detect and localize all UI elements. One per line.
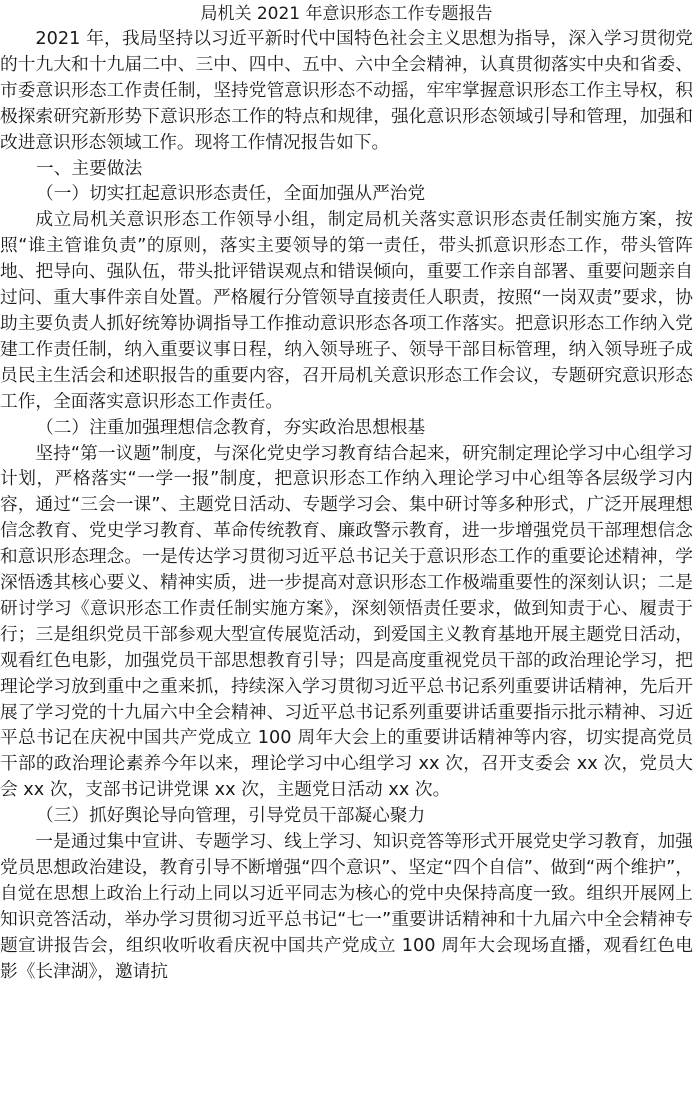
subsection-body-1: 成立局机关意识形态工作领导小组，制定局机关落实意识形态责任制实施方案，按照“谁主管谁负责”的原则，落实主要领导的第一责任，带头抓意识形态工作，带头管阵地、把导向、强队伍，带头批评错误观点和错误倾向，重要工作亲自部署、重要问题亲自过问、重大事件亲自处置。严格履行分管领导直接责任人职责，按照“一岗双责”要求，协助主要负责人抓好统筹协调指导工作推动意识形态各项工作落实。把意识形态工作纳入党建工作责任制，纳入重要议事日程，纳入领导班子、领导干部目标管理，纳入领导班子成员民主生活会和述职报告的重要内容，召开局机关意识形态工作会议，专题研究意识形态工作，全面落实意识形态工作责任。: [0, 210, 693, 412]
subsection-heading-2: （二）注重加强理想信念教育，夯实政治思想根基: [36, 417, 426, 438]
subsection-body-2: 坚持“第一议题”制度，与深化党史学习教育结合起来，研究制定理论学习中心组学习计划，严格落实“一学一报”制度，把意识形态工作纳入理论学习中心组等各层级学习内容，通过“三会一课”、主题党日活动、专题学习会、集中研讨等多种形式，广泛开展理想信念教育、党史学习教育、革命传统教育、廉政警示教育，进一步增强党员干部理想信念和意识形态理念。一是传达学习贯彻习近平总书记关于意识形态工作的重要论述精神，学深悟透其核心要义、精神实质，进一步提高对意识形态工作极端重要性的深刻认识；二是研讨学习《意识形态工作责任制实施方案》，深刻领悟责任要求，做到知责于心、履责于行；三是组织党员干部参观大型宣传展览活动，到爱国主义教育基地开展主题党日活动，观看红色电影，加强党员干部思想教育引导；四是高度重视党员干部的政治理论学习，把理论学习放到重中之重来抓，持续深入学习贯彻习近平总书记系列重要讲话精神，先后开展了学习党的十九届六中全会精神、习近平总书记系列重要讲话重要指示批示精神、习近平总书记在庆祝中国共产党成立 100 周年大会上的重要讲话精神等内容，切实提高党员干部的政治理论素养今年以来，理论学习中心组学习 xx 次，召开支委会 xx 次，党员大会 xx 次，支部书记讲党课 xx 次，主题党日活动 xx 次。: [0, 443, 693, 801]
subsection-body-3: 一是通过集中宣讲、专题学习、线上学习、知识竞答等形式开展党史学习教育，加强党员思想政治建设，教育引导不断增强“四个意识”、坚定“四个自信”、做到“两个维护”，自觉在思想上政治上行动上同以习近平同志为核心的党中央保持高度一致。组织开展网上知识竞答活动，举办学习贯彻习近平总书记“七一”重要讲话精神和十九届六中全会精神专题宣讲报告会，组织收听收看庆祝中国共产党成立 100 周年大会现场直播，观看红色电影《长津湖》，邀请抗: [0, 832, 693, 982]
section-heading-main-practices: 一、主要做法: [36, 158, 143, 179]
document-body: [0, 27, 693, 986]
intro-paragraph: 2021 年，我局坚持以习近平新时代中国特色社会主义思想为指导，深入学习贯彻党的十九大和十九届二中、三中、四中、五中、六中全会精神，认真贯彻落实中央和省委、市委意识形态工作责任制，坚持党管意识形态不动摇，牢牢掌握意识形态工作主导权，积极探索研究新形势下意识形态工作的特点和规律，强化意识形态领域引导和管理，加强和改进意识形态领域工作。现将工作情况报告如下。: [0, 29, 693, 153]
subsection-heading-3: （三）抓好舆论导向管理，引导党员干部凝心聚力: [36, 806, 426, 827]
document-title: 局机关 2021 年意识形态工作专题报告: [200, 4, 493, 24]
subsection-heading-1: （一）切实扛起意识形态责任，全面加强从严治党: [36, 184, 426, 205]
